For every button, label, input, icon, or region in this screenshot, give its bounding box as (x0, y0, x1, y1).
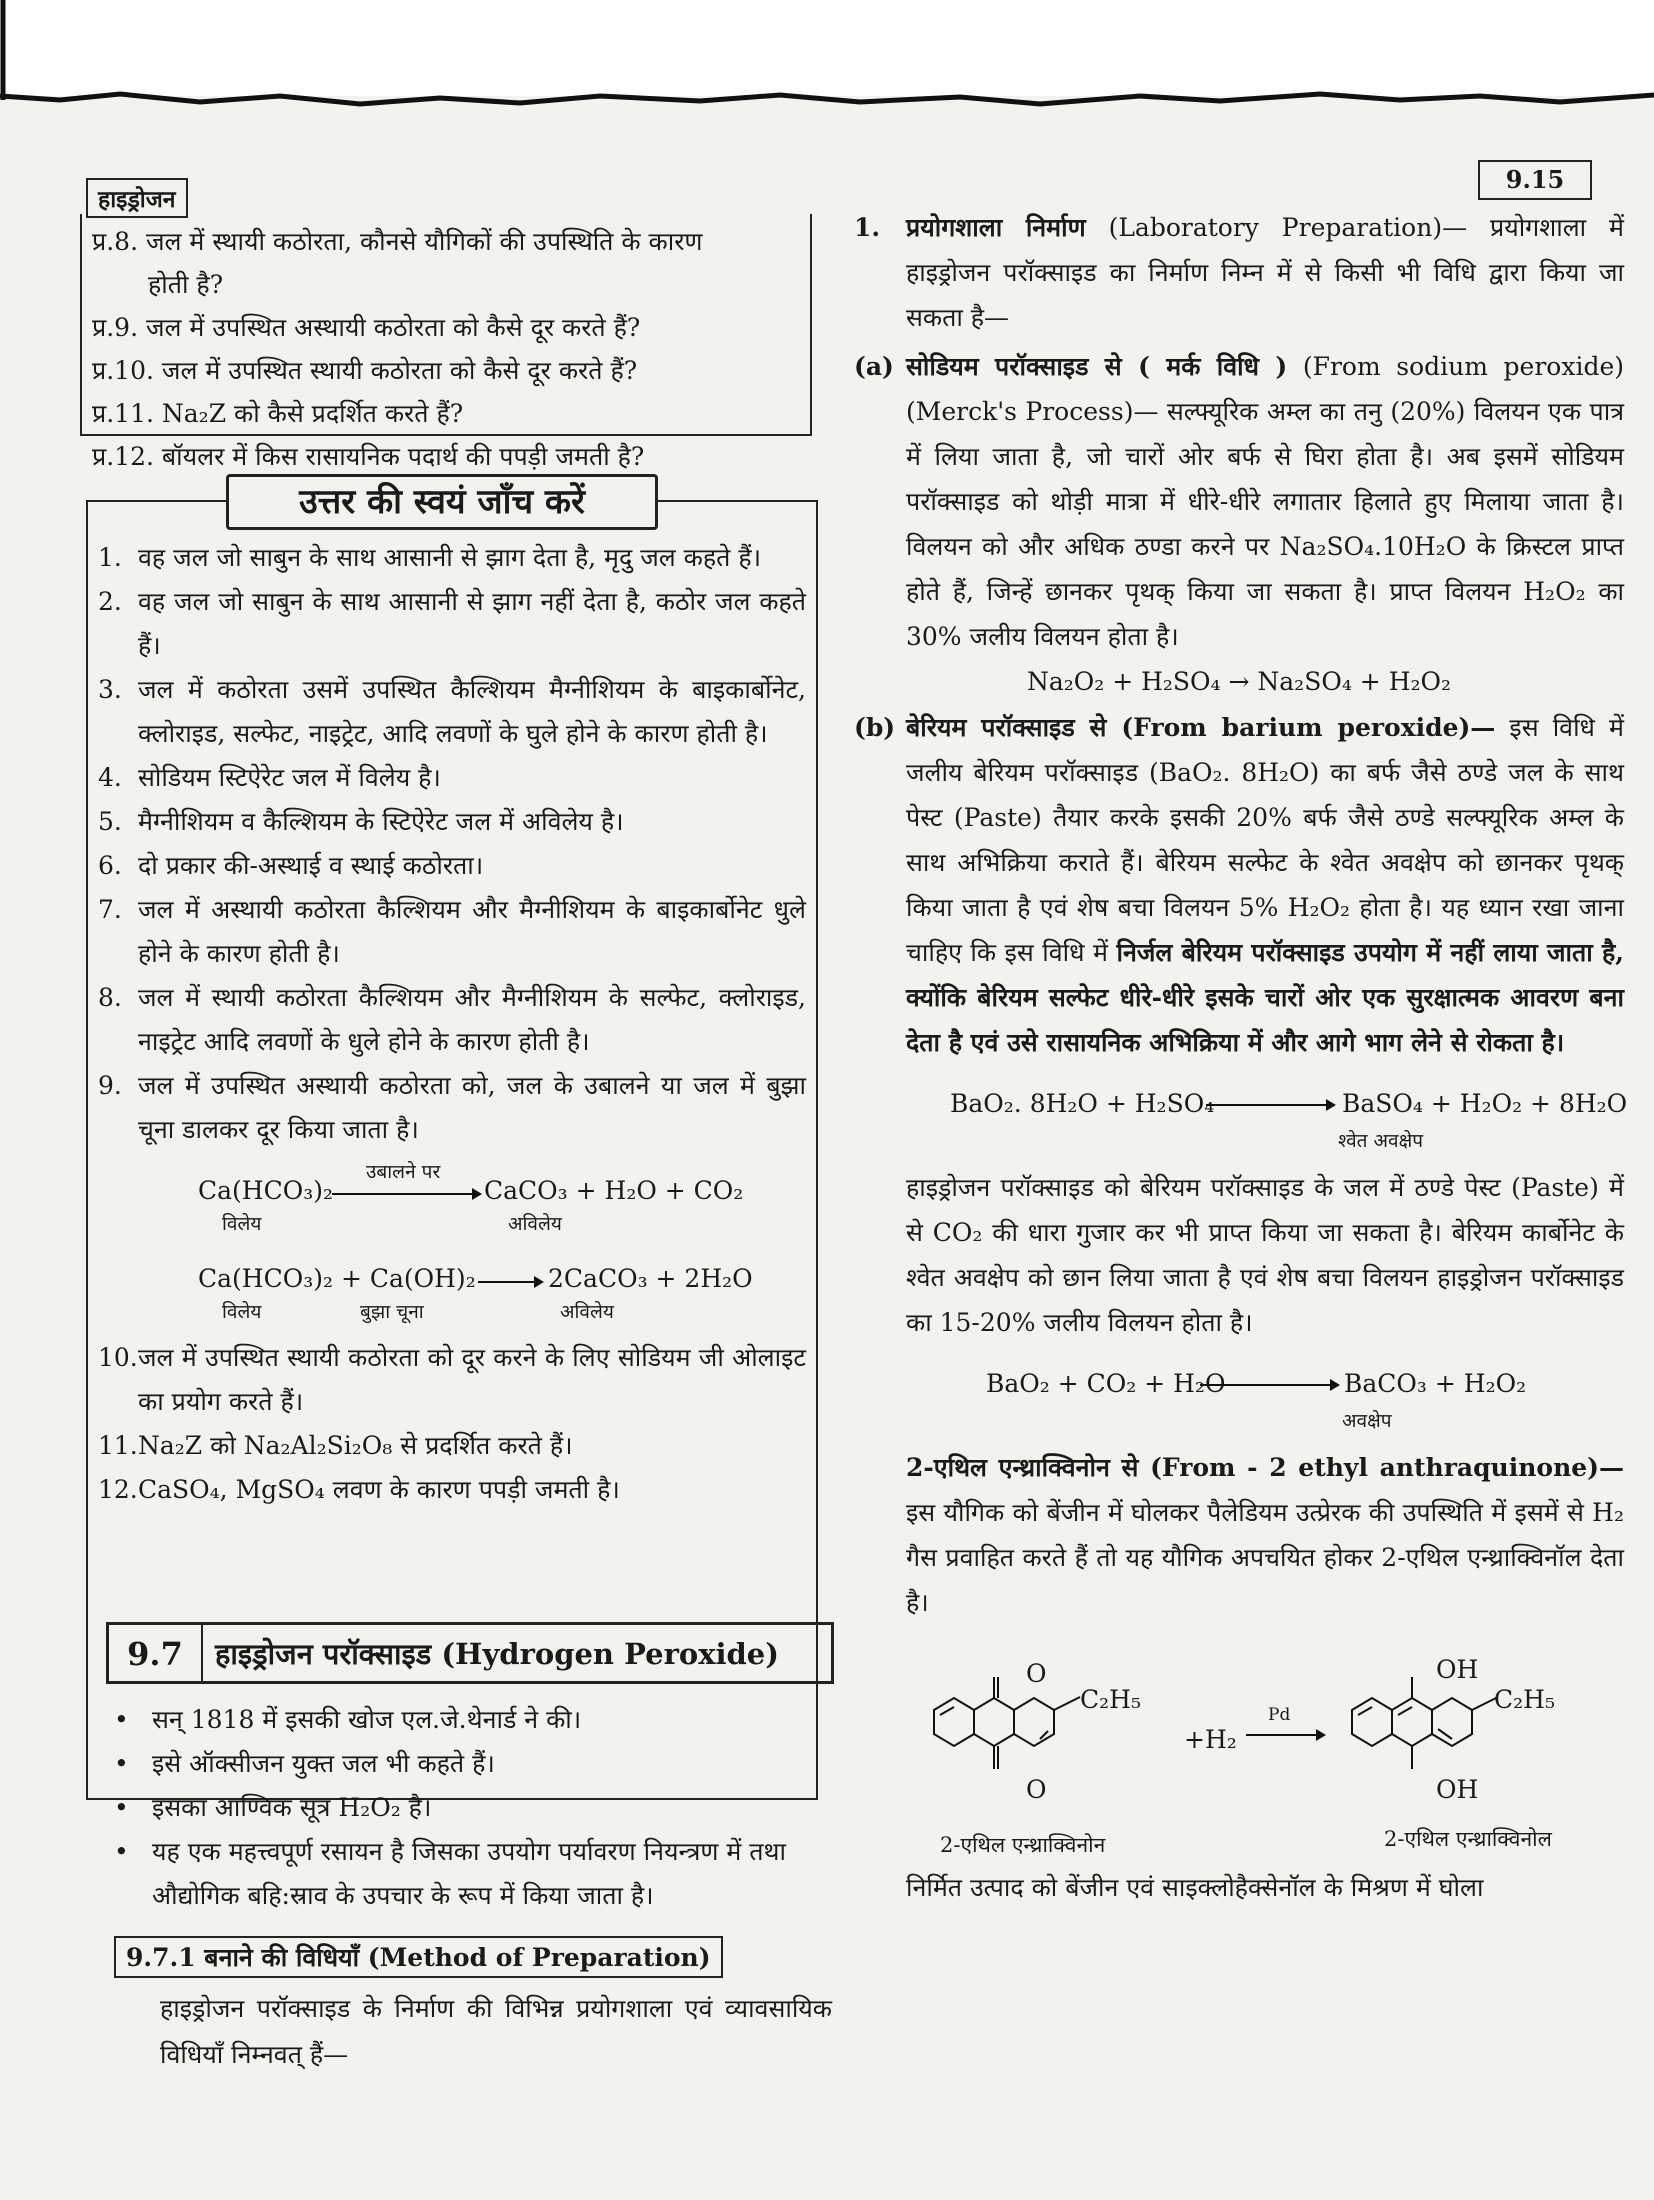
topic-label: हाइड्रोजन (86, 178, 188, 218)
anthraquinone-reaction-diagram (854, 1625, 1624, 1865)
answer-2: 2. वह जल जो साबुन के साथ आसानी से झाग नहीं देता है, कठोर जल कहते हैं। (98, 587, 806, 660)
eq2-rhs: 2CaCO₃ + 2H₂O (548, 1264, 753, 1293)
eq2-lhs-label-2: बुझा चूना (360, 1301, 424, 1323)
caption-anthraquinol: 2-एथिल एन्थ्राक्विनोल (1384, 1827, 1552, 1851)
lab-preparation-paragraph: 1. प्रयोगशाला निर्माण (Laboratory Preparation)— प्रयोगशाला में हाइड्रोजन परॉक्साइड का निर्माण निम्न में से किसी भी विधि द्वारा किया जा सकता है— (854, 205, 1624, 340)
page-number: 9.15 (1478, 160, 1592, 200)
eq2-lhs: Ca(HCO₃)₂ + Ca(OH)₂ (198, 1264, 476, 1293)
answer-7: 7. जल में अस्थायी कठोरता कैल्शियम और मैग्नीशियम के बाइकार्बोनेट धुले होने के कारण होती है। (98, 895, 806, 968)
question-10: प्र.10. जल में उपस्थित स्थायी कठोरता को कैसे दूर करते हैं? (92, 356, 638, 385)
eq-c-label: अवक्षेप (1342, 1410, 1392, 1432)
answer-11: 11. Na₂Z को Na₂Al₂Si₂O₈ से प्रदर्शित करते हैं। (98, 1431, 573, 1460)
item-label-b: (b) (854, 713, 896, 742)
answer-5: 5. मैग्नीशियम व कैल्शियम के स्टिऐरेट जल में अविलेय है। (98, 807, 624, 836)
answer-10: 10. जल में उपस्थित स्थायी कठोरता को दूर करने के लिए सोडियम जी ओलाइट का प्रयोग करते हैं। (98, 1343, 806, 1416)
answer-3: 3. जल में कठोरता उसमें उपस्थित कैल्शियम मैग्नीशियम के बाइकार्बोनेट, क्लोराइड, सल्फेट, नाइट्रेट, आदि लवणों के घुले होने के कारण होती है। (98, 675, 806, 748)
question-8: प्र.8. जल में स्थायी कठोरता, कौनसे यौगिकों की उपस्थिति के कारण (92, 227, 703, 256)
answer-4: 4. सोडियम स्टिऐरेट जल में विलेय है। (98, 763, 441, 792)
struct2-oh-top: OH (1436, 1655, 1479, 1684)
eq2-lhs-label-1: विलेय (222, 1301, 262, 1323)
equation-boiling (98, 1152, 806, 1244)
barium-peroxide-paragraph: (b) बेरियम परॉक्साइड से (From barium peroxide)— इस विधि में जलीय बेरियम परॉक्साइड (BaO₂. 8H₂O) का बर्फ जैसे ठण्डे जल के साथ पेस्ट (Paste) तैयार करके इसकी 20% बर्फ जैसे ठण्डे सल्फ्यूरिक अम्ल के साथ अभिक्रिया कराते हैं। बेरियम सल्फेट के श्वेत अवक्षेप को छानकर पृथक् किया जाता है एवं शेष बचा विलयन 5% H₂O₂ होता है। यह ध्यान रखा जाना चाहिए कि इस विधि में निर्जल बेरियम परॉक्साइड उपयोग में नहीं लाया जाता है, क्योंकि बेरियम सल्फेट धीरे-धीरे इसके चारों ओर एक सुरक्षात्मक आवरण बना देता है एवं उसे रासायनिक अभिक्रिया में और आगे भाग लेने से रोकता है। (854, 705, 1624, 1065)
question-12: प्र.12. बॉयलर में किस रासायनिक पदार्थ की पपड़ी जमती है? (92, 442, 645, 471)
question-9: प्र.9. जल में उपस्थित अस्थायी कठोरता को कैसे दूर करते हैं? (92, 313, 641, 342)
eq1-lhs: Ca(HCO₃)₂ (198, 1176, 334, 1205)
struct1-o-top: O (1026, 1659, 1047, 1688)
answers-heading: उत्तर की स्वयं जाँच करें (226, 474, 658, 530)
palladium-catalyst: Pd (1268, 1705, 1291, 1725)
lab-preparation-heading: प्रयोगशाला निर्माण (906, 213, 1086, 242)
answer-6: 6. दो प्रकार की-अस्थाई व स्थाई कठोरता। (98, 851, 484, 880)
eq-b-lhs: BaO₂. 8H₂O + H₂SO₄ (950, 1089, 1215, 1118)
anthraquinone-heading: 2-एथिल एन्थ्राक्विनोन से (From - 2 ethyl anthraquinone)— (906, 1453, 1624, 1482)
caption-anthraquinone: 2-एथिल एन्थ्राक्विनोन (940, 1833, 1106, 1857)
eq1-arrow-label: उबालने पर (366, 1161, 441, 1183)
co2-method-paragraph: हाइड्रोजन परॉक्साइड को बेरियम परॉक्साइड के जल में ठण्डे पेस्ट (Paste) में से CO₂ की धारा गुजार कर भी प्राप्त किया जा सकता है। बेरियम कार्बोनेट के श्वेत अवक्षेप को छान लिया जाता है एवं शेष बचा विलयन हाइड्रोजन परॉक्साइड का 15-20% जलीय विलयन होता है। (906, 1173, 1624, 1337)
eq-c-arrow (1200, 1375, 1340, 1395)
right-column (854, 205, 1628, 2085)
eq-b-arrow (1206, 1095, 1336, 1115)
hydrogen-reagent: +H₂ (1184, 1725, 1237, 1754)
question-box (80, 214, 812, 471)
bullet-item: • सन् 1818 में इसकी खोज एल.जे.थेनार्ड ने की। (106, 1698, 826, 1742)
question-11: प्र.11. Na₂Z को कैसे प्रदर्शित करते हैं? (92, 399, 464, 428)
merck-process-paragraph: (a) सोडियम परॉक्साइड से ( मर्क विधि ) (From sodium peroxide) (Merck's Process)— सल्फ्यूरिक अम्ल का तनु (20%) विलयन एक पात्र में लिया जाता है, जो चारों ओर बर्फ से घिरा होता है। अब इसमें सोडियम परॉक्साइड को थोड़ी मात्रा में धीरे-धीरे लगातार हिलाते हुए मिलाया जाता है। विलयन को और अधिक ठण्डा करने पर Na₂SO₄.10H₂O के क्रिस्टल प्राप्त होते हैं, जिन्हें छानकर पृथक् किया जा सकता है। प्राप्त विलयन H₂O₂ का 30% जलीय विलयन होता है। (854, 344, 1624, 659)
eq1-rhs: CaCO₃ + H₂O + CO₂ (484, 1176, 744, 1205)
eq1-lhs-label: विलेय (222, 1213, 262, 1235)
struct2-oh-bottom: OH (1436, 1775, 1479, 1804)
bullet-item: • इसे ऑक्सीजन युक्त जल भी कहते हैं। (106, 1742, 826, 1786)
answer-1: 1. वह जल जो साबुन के साथ आसानी से झाग देता है, मृदु जल कहते हैं। (98, 543, 762, 572)
reaction-arrow (1246, 1725, 1326, 1745)
equation-lime (98, 1244, 806, 1336)
subsection-heading: 9.7.1 बनाने की विधियाँ (Method of Preparation) (114, 1936, 723, 1978)
final-line: निर्मित उत्पाद को बेंजीन एवं साइक्लोहैक्सेनॉल के मिश्रण में घोला (906, 1873, 1484, 1902)
section-title: हाइड्रोजन परॉक्साइड (Hydrogen Peroxide) (215, 1636, 779, 1671)
eq-b-label: श्वेत अवक्षेप (1338, 1130, 1424, 1152)
answer-8: 8. जल में स्थायी कठोरता कैल्शियम और मैग्नीशियम के सल्फेट, क्लोराइड, नाइट्रेट आदि लवणों के धुले होने के कारण होती है। (98, 983, 806, 1056)
answers-box (86, 500, 818, 1800)
eq1-rhs-label: अविलेय (508, 1213, 562, 1235)
bullet-list (106, 1698, 826, 1918)
left-column (80, 178, 836, 2078)
bullet-item: • यह एक महत्त्वपूर्ण रसायन है जिसका उपयोग पर्यावरण नियन्त्रण में तथा औद्योगिक बहि:स्राव के उपचार के रूप में किया जाता है। (106, 1830, 826, 1918)
item-number: 1. (854, 213, 881, 242)
anthraquinone-paragraph: 2-एथिल एन्थ्राक्विनोन से (From - 2 ethyl anthraquinone)— इस यौगिक को बेंजीन में घोलकर पैलेडियम उत्प्रेरक की उपस्थिति में इसमें से H₂ गैस प्रवाहित करते हैं तो यह यौगिक अपचयित होकर 2-एथिल एन्थ्राक्विनॉल देता है। (906, 1453, 1624, 1617)
answer-12: 12. CaSO₄, MgSO₄ लवण के कारण पपड़ी जमती है। (98, 1475, 620, 1504)
equation-barium-carbonate (854, 1345, 1624, 1445)
section-number: 9.7 (109, 1625, 203, 1681)
question-8-cont: होती है? (148, 270, 224, 299)
bullet-item: • इसका आण्विक सूत्र H₂O₂ है। (106, 1786, 826, 1830)
eq-b-rhs: BaSO₄ + H₂O₂ + 8H₂O (1342, 1089, 1628, 1118)
struct1-ethyl: C₂H₅ (1080, 1685, 1141, 1714)
torn-page-edge (0, 0, 1654, 120)
equation-merck: Na₂O₂ + H₂SO₄ → Na₂SO₄ + H₂O₂ (1026, 667, 1452, 696)
struct2-ethyl: C₂H₅ (1494, 1685, 1555, 1714)
item-label-a: (a) (854, 352, 894, 381)
eq2-arrow (478, 1272, 544, 1292)
eq2-rhs-label: अविलेय (560, 1301, 614, 1323)
eq1-arrow (332, 1184, 482, 1204)
barium-note-bold: निर्जल बेरियम परॉक्साइड उपयोग में नहीं लाया जाता है, क्योंकि बेरियम सल्फेट धीरे-धीरे इसके चारों ओर एक सुरक्षात्मक आवरण बना देता है एवं उसे रासायनिक अभिक्रिया में और आगे भाग लेने से रोकता है। (906, 938, 1624, 1057)
barium-peroxide-heading: बेरियम परॉक्साइड से (From barium peroxide)— (906, 713, 1496, 742)
eq-c-rhs: BaCO₃ + H₂O₂ (1344, 1369, 1527, 1398)
section-heading (106, 1622, 834, 1684)
subsection-paragraph: हाइड्रोजन परॉक्साइड के निर्माण की विभिन्न प्रयोगशाला एवं व्यावसायिक विधियाँ निम्नवत् हैं— (160, 1994, 832, 2069)
struct1-o-bottom: O (1026, 1775, 1047, 1804)
merck-process-heading: सोडियम परॉक्साइड से ( मर्क विधि ) (906, 352, 1288, 381)
answer-9: 9. जल में उपस्थित अस्थायी कठोरता को, जल के उबालने या जल में बुझा चूना डालकर दूर किया जाता है। (98, 1071, 806, 1144)
equation-barium-sulfate (854, 1065, 1628, 1165)
eq-c-lhs: BaO₂ + CO₂ + H₂O (986, 1369, 1226, 1398)
